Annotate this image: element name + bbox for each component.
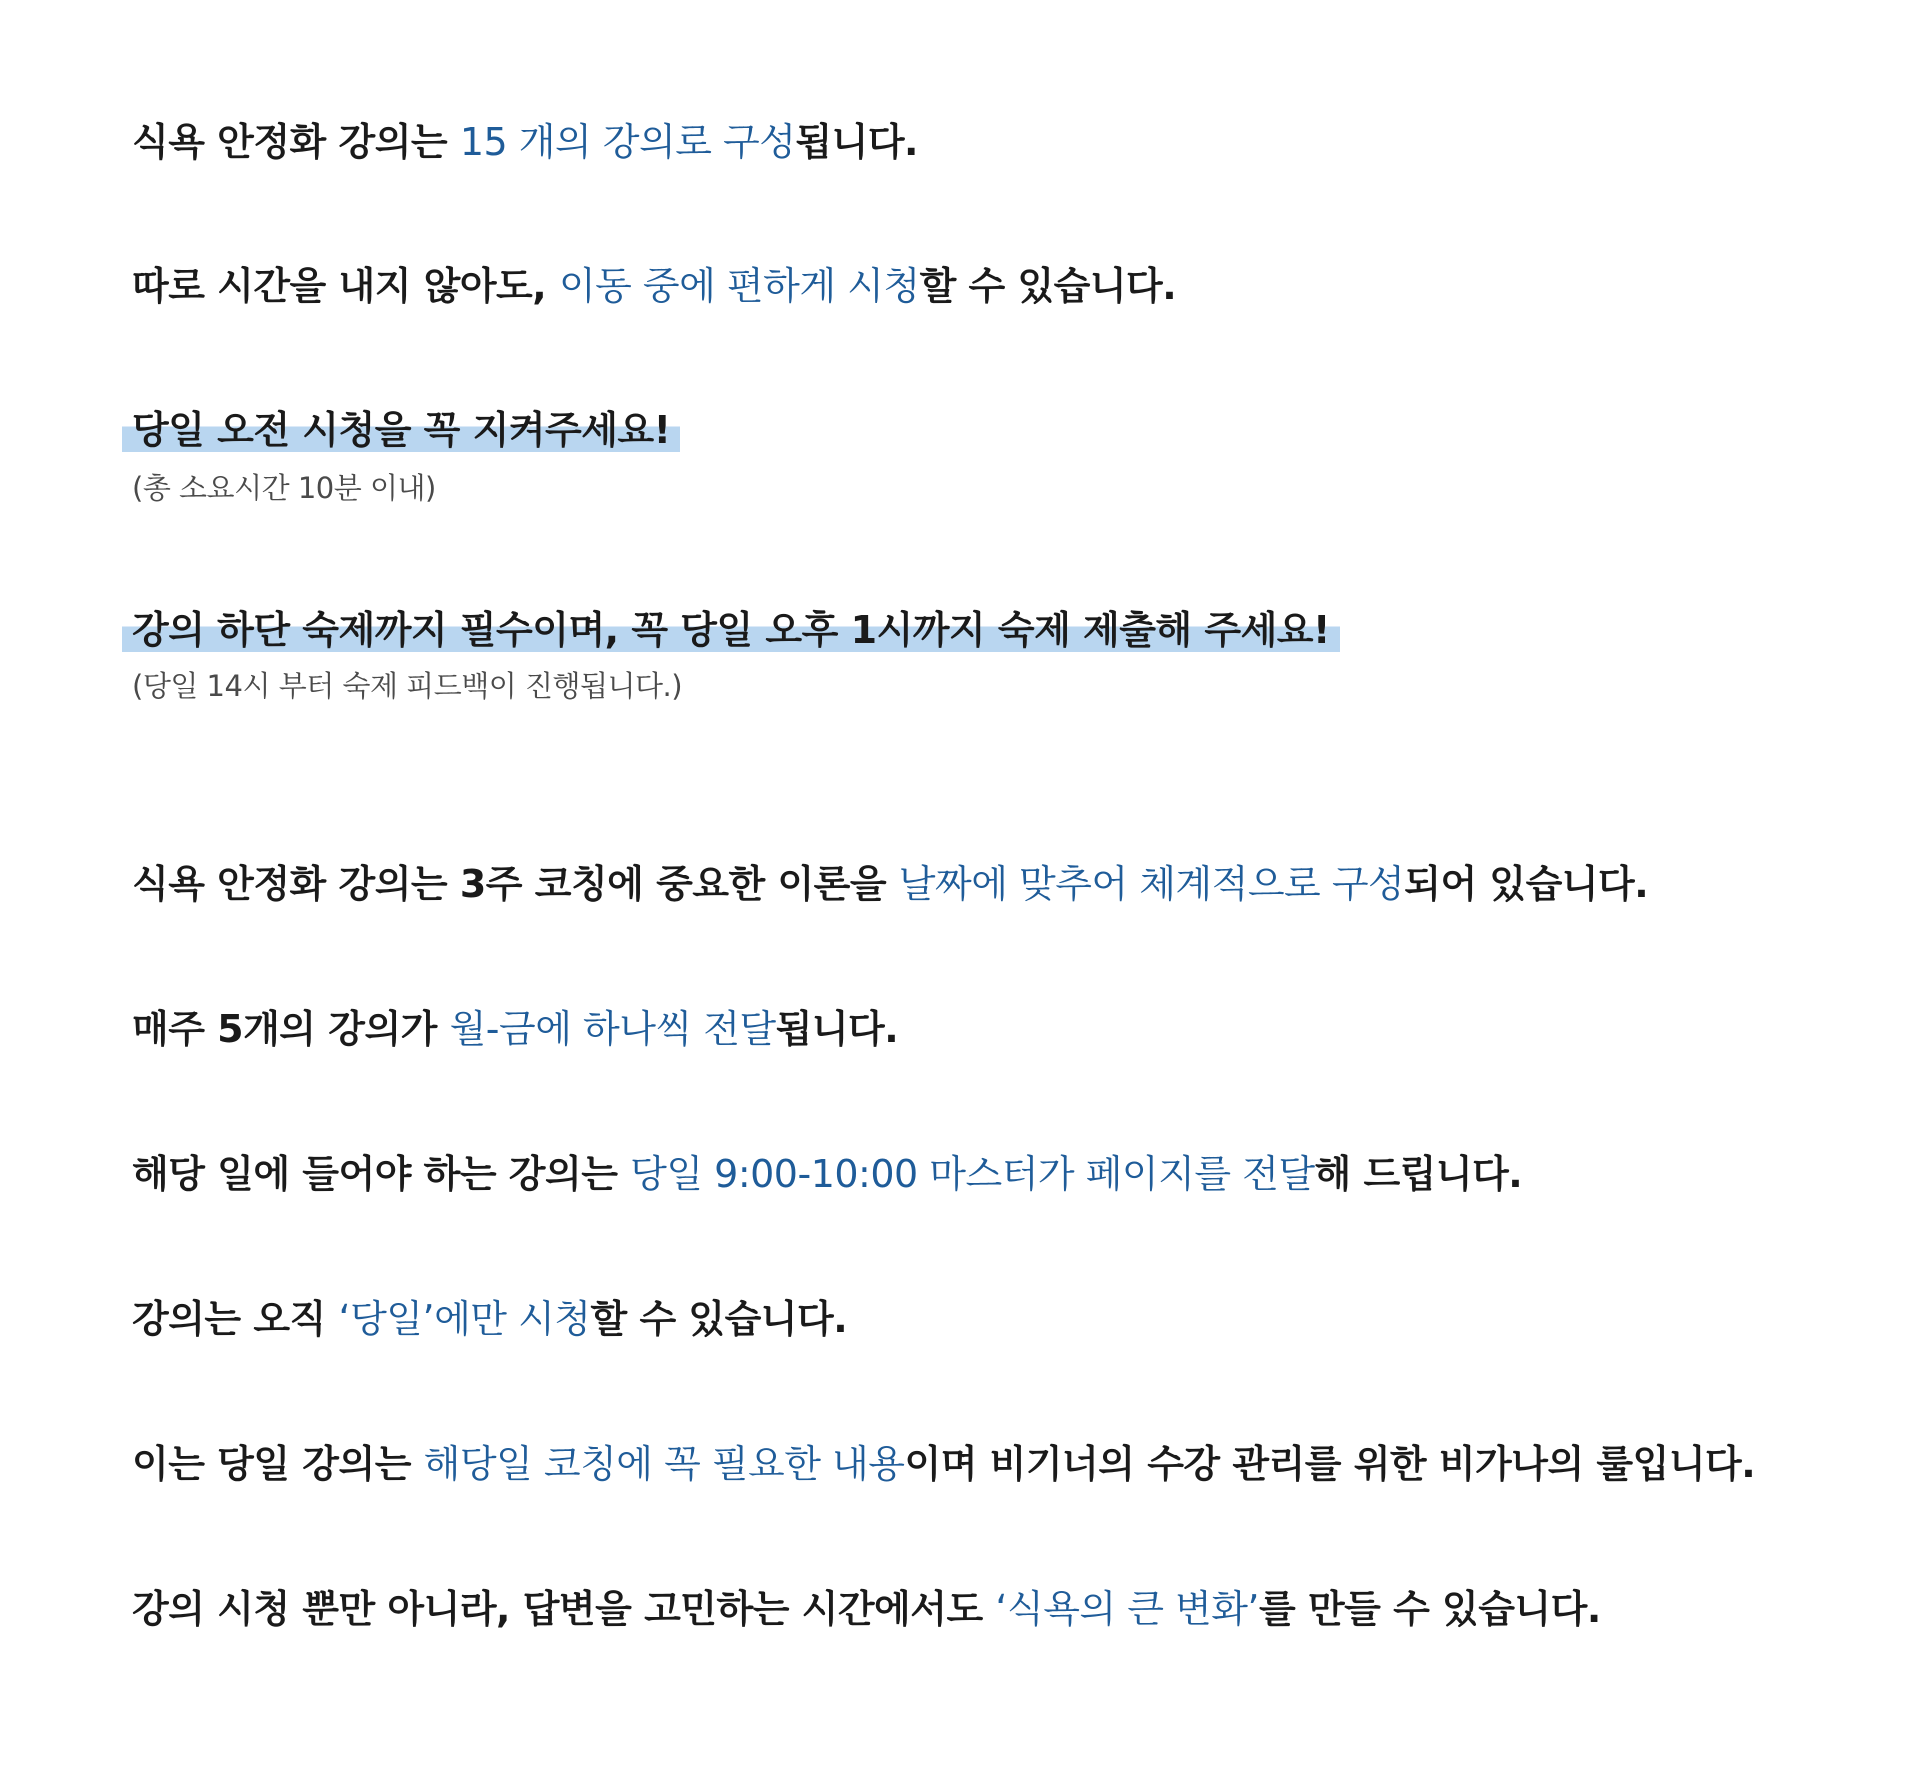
emphasis-text: 해당일 코칭에 꼭 필요한 내용 — [423, 1442, 905, 1486]
emphasis-text: 이동 중에 편하게 시청 — [558, 264, 920, 308]
paragraph-text: 를 만들 수 있습니다. — [1259, 1587, 1601, 1631]
paragraph-text: 식욕 안정화 강의는 — [132, 120, 460, 164]
paragraph-text: 됩니다. — [775, 1007, 899, 1051]
paragraph-homework-deadline — [132, 606, 1340, 654]
paragraph-text: 되어 있습니다. — [1404, 862, 1649, 906]
paragraph-text: 식욕 안정화 강의는 3주 코칭에 중요한 이론을 — [132, 862, 899, 906]
paragraph-text: 이며 비기너의 수강 관리를 위한 비가나의 룰입니다. — [904, 1442, 1756, 1486]
paragraph-lecture-count — [132, 118, 918, 166]
highlighted-text: 강의 하단 숙제까지 필수이며, 꼭 당일 오후 1시까지 숙제 제출해 주세요! — [122, 608, 1340, 652]
paragraph-morning-viewing — [132, 406, 680, 454]
paragraph-text: 따로 시간을 내지 않아도, — [132, 264, 559, 308]
paragraph-big-change — [132, 1585, 1601, 1633]
emphasis-text: 날짜에 맞추어 체계적으로 구성 — [898, 862, 1405, 906]
paragraph-text: 강의는 오직 — [132, 1297, 339, 1341]
paragraph-text: 할 수 있습니다. — [919, 264, 1177, 308]
paragraph-daily-page — [132, 1150, 1522, 1198]
emphasis-text: 당일 9:00-10:00 마스터가 페이지를 전달 — [630, 1152, 1315, 1196]
paragraph-same-day-only — [132, 1295, 847, 1343]
paragraph-structure — [132, 860, 1648, 908]
note-feedback-time: (당일 14시 부터 숙제 피드백이 진행됩니다.) — [132, 669, 683, 703]
emphasis-text: ‘식욕의 큰 변화’ — [995, 1587, 1259, 1631]
paragraph-text: 강의 시청 뿐만 아니라, 답변을 고민하는 시간에서도 — [132, 1587, 996, 1631]
paragraph-text: 됩니다. — [795, 120, 918, 164]
paragraph-text: 해당 일에 들어야 하는 강의는 — [132, 1152, 631, 1196]
paragraph-text: 해 드립니다. — [1314, 1152, 1523, 1196]
paragraph-mobile-viewing — [132, 262, 1176, 310]
emphasis-text: ‘당일’에만 시청 — [338, 1297, 591, 1341]
emphasis-text: 월-금에 하나씩 전달 — [449, 1007, 776, 1051]
paragraph-text: 이는 당일 강의는 — [132, 1442, 424, 1486]
paragraph-rule — [132, 1440, 1755, 1488]
highlighted-text: 당일 오전 시청을 꼭 지켜주세요! — [122, 408, 680, 452]
paragraph-weekly-delivery — [132, 1005, 898, 1053]
note-duration: (총 소요시간 10분 이내) — [132, 471, 436, 505]
paragraph-text: 매주 5개의 강의가 — [132, 1007, 450, 1051]
paragraph-text: 할 수 있습니다. — [590, 1297, 848, 1341]
emphasis-text: 15 개의 강의로 구성 — [459, 120, 796, 164]
